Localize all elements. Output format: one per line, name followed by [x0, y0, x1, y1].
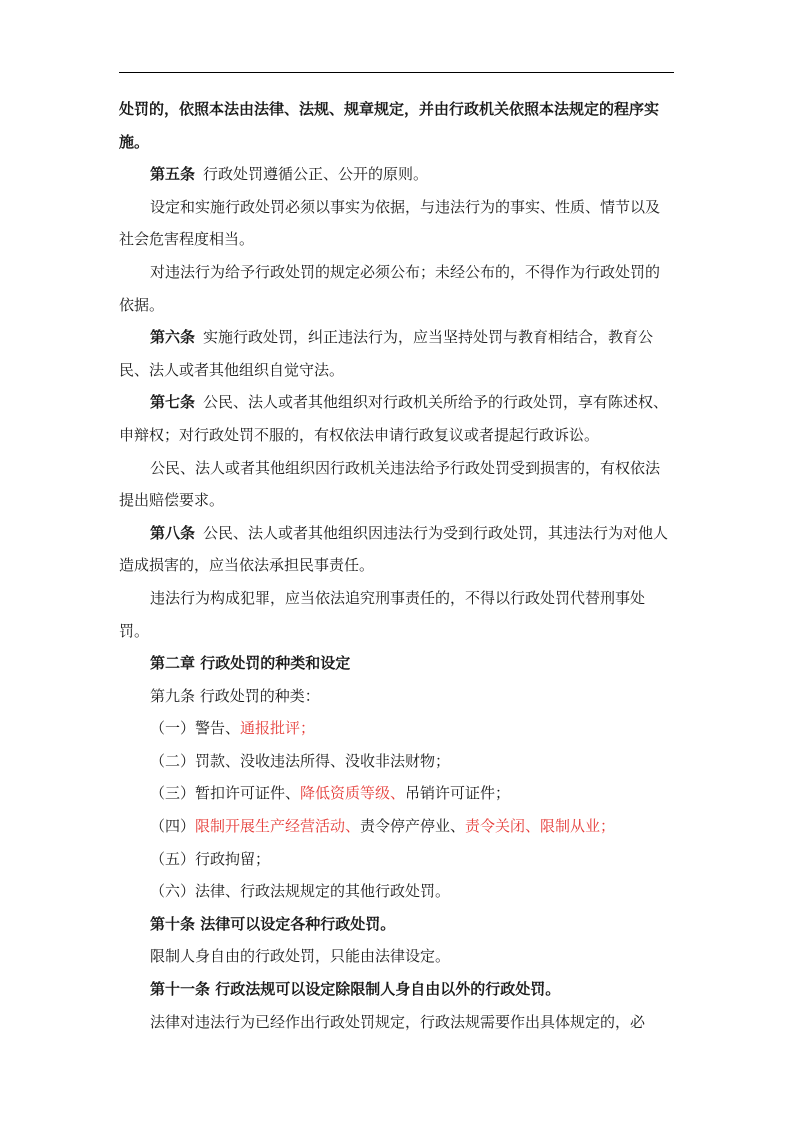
article-11: 第十一条 行政法规可以设定除限制人身自由以外的行政处罚。	[150, 980, 561, 999]
article-5-para-2: 设定和实施行政处罚必须以事实为依据，与违法行为的事实、性质、情节以及社会危害程度相当。	[119, 197, 661, 249]
list-item-4-text: 责令停产停业、	[360, 817, 466, 836]
article-5	[119, 158, 674, 191]
article-10-para-2: 限制人身自由的行政处罚，只能由法律设定。	[150, 947, 451, 966]
article-6-text: 实施行政处罚，纠正违法行为，应当坚持处罚与教育相结合，教育公民、法人或者其他组织自觉守法。	[119, 328, 654, 379]
article-11-para-2: 法律对违法行为已经作出行政处罚规定，行政法规需要作出具体规定的，必	[150, 1012, 646, 1031]
chapter-2-heading: 第二章 行政处罚的种类和设定	[150, 654, 351, 673]
document-body	[119, 93, 674, 1038]
article-6-label: 第六条	[150, 328, 196, 347]
article-8-text: 公民、法人或者其他组织因违法行为受到行政处罚，其违法行为对他人造成损害的，应当依法承担民事责任。	[119, 523, 669, 575]
article-7-label: 第七条	[150, 393, 196, 412]
list-item-4-highlight-1: 限制开展生产经营活动、	[195, 817, 361, 836]
list-item-1-text: （一）警告、	[150, 719, 241, 738]
article-7	[119, 386, 674, 451]
article-9: 第九条 行政处罚的种类：	[150, 686, 320, 705]
list-item-4-prefix: （四）	[150, 817, 196, 836]
article-6	[119, 321, 674, 386]
list-item-6: （六）法律、行政法规规定的其他行政处罚。	[150, 882, 451, 901]
header-rule	[119, 72, 674, 73]
article-5-text: 行政处罚遵循公正、公开的原则。	[203, 165, 429, 184]
article-7-text: 公民、法人或者其他组织对行政机关所给予的行政处罚，享有陈述权、申辩权；对行政处罚不服的，有权依法申请行政复议或者提起行政诉讼。	[119, 393, 669, 444]
list-item-4-highlight-2: 责令关闭、限制从业；	[465, 817, 616, 836]
article-5-para-3: 对违法行为给予行政处罚的规定必须公布；未经公布的，不得作为行政处罚的依据。	[119, 262, 661, 314]
article-10: 第十条 法律可以设定各种行政处罚。	[150, 914, 396, 933]
list-item-3	[119, 777, 674, 810]
article-5-label: 第五条	[150, 165, 196, 184]
list-item-1	[119, 712, 674, 745]
list-item-3-highlight: 降低资质等级、	[300, 784, 406, 803]
article-8-label: 第八条	[150, 523, 196, 542]
article-8-para-2: 违法行为构成犯罪，应当依法追究刑事责任的，不得以行政处罚代替刑事处罚。	[119, 588, 646, 640]
article-7-para-2: 公民、法人或者其他组织因行政机关违法给予行政处罚受到损害的，有权依法提出赔偿要求。	[119, 458, 661, 510]
list-item-5: （五）行政拘留；	[150, 849, 271, 868]
list-item-2: （二）罚款、没收违法所得、没收非法财物；	[150, 751, 451, 770]
list-item-3-suffix: 吊销许可证件；	[405, 784, 511, 803]
list-item-1-highlight: 通报批评；	[240, 719, 316, 738]
paragraph-continuation: 处罚的，依照本法由法律、法规、规章规定，并由行政机关依照本法规定的程序实施。	[119, 100, 660, 151]
list-item-4	[119, 810, 674, 843]
list-item-3-text: （三）暂扣许可证件、	[150, 784, 301, 803]
article-8	[119, 517, 674, 582]
